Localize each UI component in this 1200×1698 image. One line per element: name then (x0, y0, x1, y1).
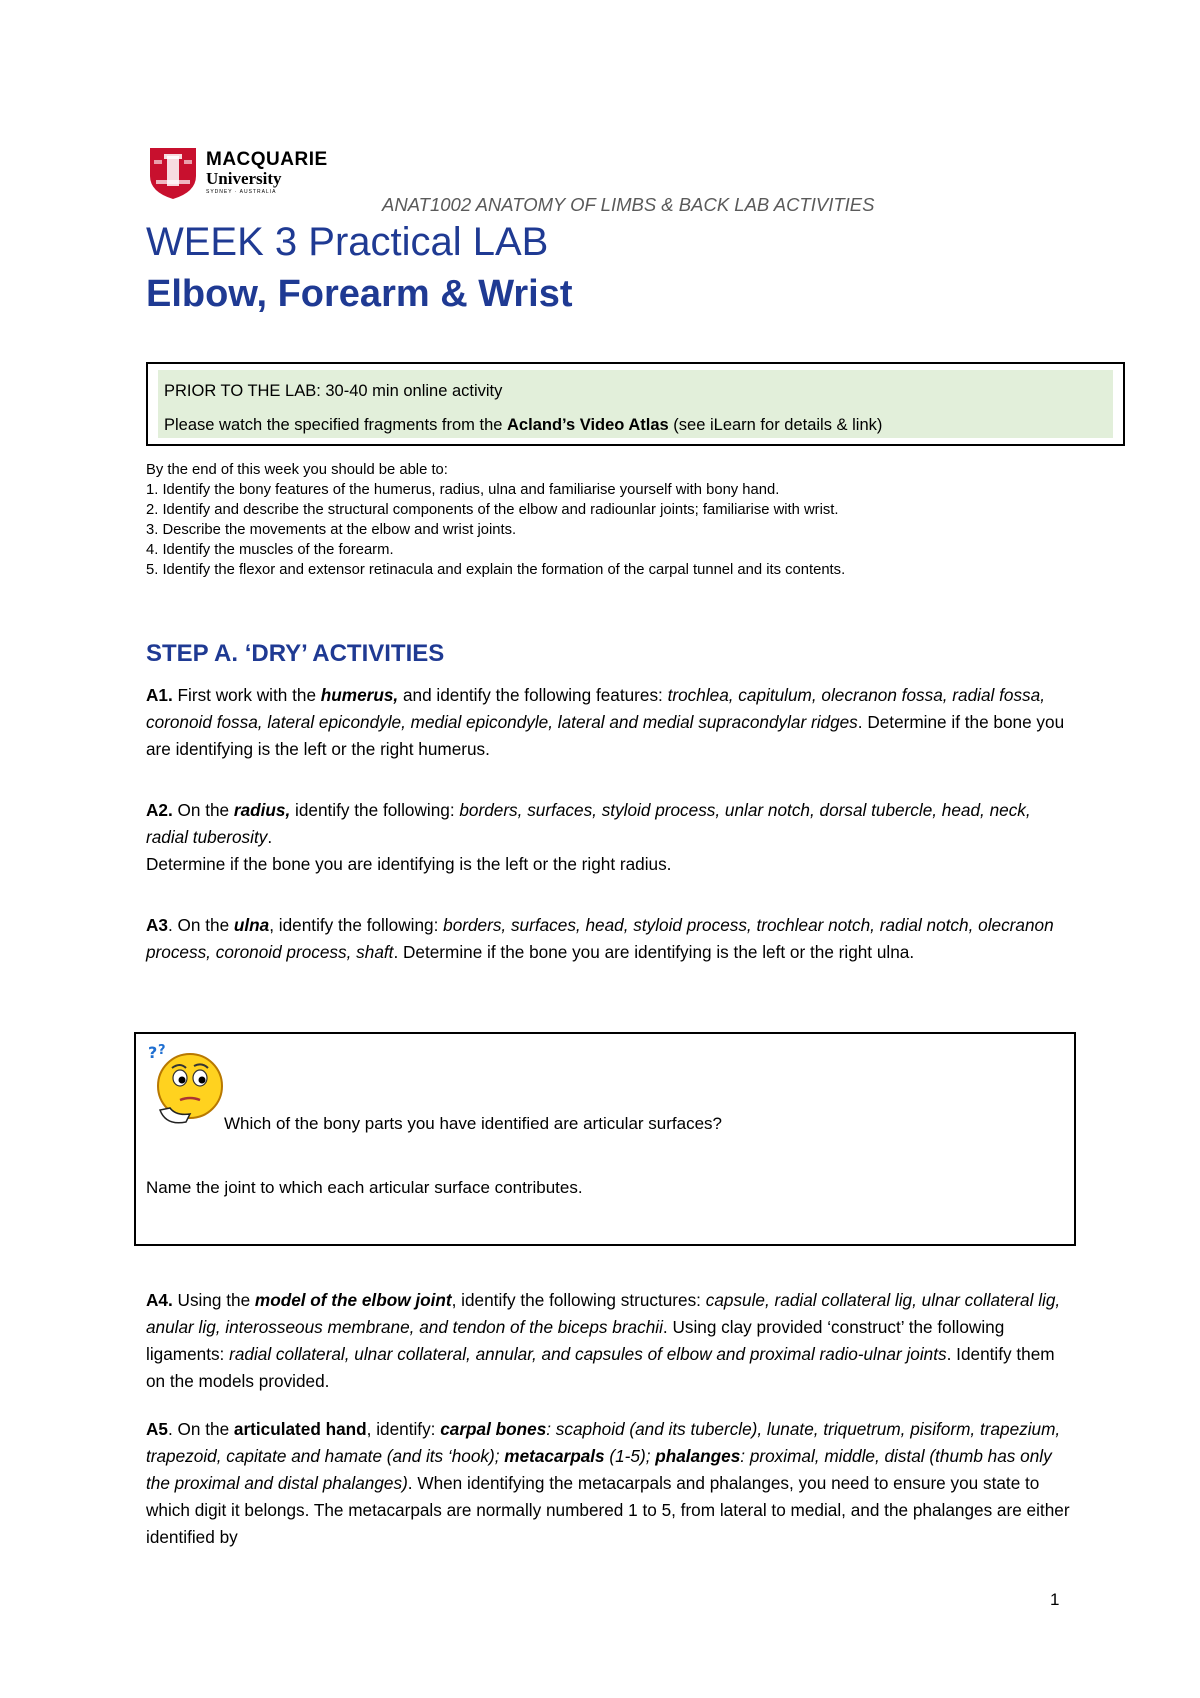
a3-bone: ulna (233, 915, 270, 935)
svg-text:?: ? (158, 1043, 166, 1058)
a3-text-3: . Determine if the bone you are identifying is the left or the right ulna. (393, 942, 915, 962)
objectives-intro: By the end of this week you should be able to: (146, 462, 448, 478)
a2-text-4: Determine if the bone you are identifying is the left or the right radius. (146, 854, 672, 874)
a1-label: A1. (146, 685, 173, 705)
a4-structures: capsule, radial collateral lig, ulnar collateral lig, anular lig, interosseous membrane, and tendon of the biceps brachii (146, 1290, 1061, 1337)
reflection-question-2: Name the joint to which each articular surface contributes. (146, 1178, 583, 1197)
objective-item: 1. Identify the bony features of the humerus, radius, ulna and familiarise yourself with bony hand. (146, 482, 780, 498)
logo-name: MACQUARIE (206, 149, 328, 170)
prior-line-1: PRIOR TO THE LAB: 30-40 min online activity (164, 382, 503, 400)
crest-icon (148, 146, 198, 200)
prior-to-lab-fill (158, 370, 1113, 438)
reflection-box (134, 1032, 1076, 1246)
a1-text-2: and identify the following features: (398, 685, 668, 705)
a1-bone: humerus, (320, 685, 399, 705)
a4-text-1: Using the (172, 1290, 255, 1310)
course-title: ANAT1002 ANATOMY OF LIMBS & BACK LAB ACTIVITIES (382, 194, 875, 215)
a4-label: A4. (146, 1290, 173, 1310)
a5-carpal-label: carpal bones (440, 1419, 547, 1439)
logo-tagline: SYDNEY · AUSTRALIA (206, 189, 277, 195)
a4-model: model of the elbow joint (254, 1290, 452, 1310)
a5-phal-list: : proximal, middle, distal (thumb has only the proximal and distal phalanges) (146, 1446, 1052, 1493)
activity-a4 (146, 1287, 1076, 1395)
a5-meta-range: (1-5); (604, 1446, 656, 1466)
a2-features: borders, surfaces, styloid process, unlar notch, dorsal tubercle, head, neck, radial tuberosity (146, 800, 1031, 847)
prior-to-lab-box (146, 362, 1125, 446)
a5-phal-label: phalanges (655, 1446, 741, 1466)
a4-text-2: , identify the following structures: (451, 1290, 706, 1310)
a2-bone: radius, (233, 800, 291, 820)
a2-text-1: On the (172, 800, 234, 820)
week-title: WEEK 3 Practical LAB (146, 220, 549, 264)
objective-item: 3. Describe the movements at the elbow and wrist joints. (146, 522, 517, 538)
university-logo (148, 146, 338, 202)
activity-a3 (146, 912, 1076, 966)
activity-a5 (146, 1416, 1076, 1551)
learning-objectives (146, 460, 845, 580)
a5-text-1: . On the (167, 1419, 234, 1439)
objective-item: 5. Identify the flexor and extensor retinacula and explain the formation of the carpal tunnel and its contents. (146, 562, 846, 578)
a3-text-2: , identify the following: (269, 915, 444, 935)
step-a-heading: STEP A. ‘DRY’ ACTIVITIES (146, 640, 445, 667)
svg-text:?: ? (148, 1043, 158, 1062)
a5-meta-label: metacarpals (504, 1446, 605, 1466)
logo-sub: University (206, 169, 282, 188)
a2-text-2: identify the following: (290, 800, 460, 820)
a2-label: A2. (146, 800, 173, 820)
a3-label: A3 (146, 915, 168, 935)
a5-carpal-list: : scaphoid (and its tubercle), lunate, triquetrum, pisiform, trapezium, trapezoid, capitate and hamate (and its ‘hook); (146, 1419, 1061, 1466)
page-number: 1 (1050, 1590, 1060, 1609)
a2-text-3: . (267, 827, 273, 847)
activity-a1 (146, 682, 1076, 763)
a4-text-3: . Using clay provided ‘construct’ the following ligaments: (146, 1317, 1005, 1364)
prior-line-2-a: Please watch the specified fragments from the (164, 416, 508, 434)
a3-text-1: . On the (167, 915, 234, 935)
a3-features: borders, surfaces, head, styloid process, trochlear notch, radial notch, olecranon process, coronoid process, shaft (146, 915, 1054, 962)
prior-line-2 (164, 408, 1107, 442)
objective-item: 4. Identify the muscles of the forearm. (146, 542, 394, 558)
a5-text-2: , identify: (366, 1419, 441, 1439)
a5-text-3: . When identifying the metacarpals and phalanges, you need to ensure you state to which digit it belongs. The metacarpals are normally numbered 1 to 5, from lateral to medial, and the phalanges are either identified by (146, 1473, 1070, 1547)
reflection-question-1: Which of the bony parts you have identified are articular surfaces? (224, 1114, 722, 1133)
topic-title: Elbow, Forearm & Wrist (146, 273, 573, 315)
prior-line-2-c: (see iLearn for details & link) (668, 416, 883, 434)
aclands-video-atlas: Acland’s Video Atlas (507, 416, 669, 434)
a5-label: A5 (146, 1419, 168, 1439)
a1-text-1: First work with the (172, 685, 321, 705)
a4-text-4: . Identify them on the models provided. (146, 1344, 1055, 1391)
a5-hand: articulated hand (233, 1419, 367, 1439)
activity-a2 (146, 797, 1076, 878)
a4-ligaments: radial collateral, ulnar collateral, annular, and capsules of elbow and proximal radio-ulnar joints (229, 1344, 947, 1364)
a1-features: trochlea, capitulum, olecranon fossa, radial fossa, coronoid fossa, lateral epicondyle, medial epicondyle, lateral and medial supracondylar ridges (146, 685, 1045, 732)
a1-text-3: . Determine if the bone you are identifying is the left or the right humerus. (146, 712, 1065, 759)
thinking-face-icon (146, 1042, 228, 1134)
objective-item: 2. Identify and describe the structural components of the elbow and radiounlar joints; familiarise with wrist. (146, 502, 839, 518)
